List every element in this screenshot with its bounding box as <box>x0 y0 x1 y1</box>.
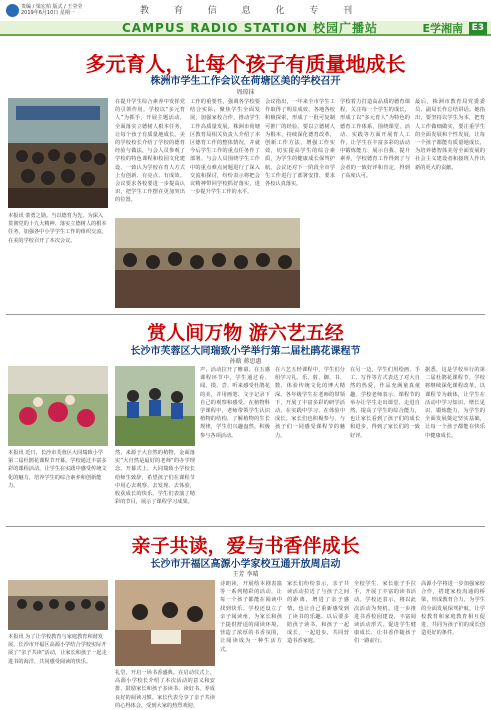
article1-col-2: 工作的重要性，强调各学校要结合实际，聚焦学生全面发展，加强家校合作，推动学生工作高质量发展。株洲市荷塘区教育局相关负责人介绍了本区德育工作的整体情况，并就今后学生工作的重点任务作了部署。与会人员围绕学生工作中的重点难点问题进行了深入交流和探讨，纷纷表示将把会议精神带回学校抓好落实，进一步提升学生工作的水平。 <box>190 99 260 196</box>
article2-title: 赏人间万物 游六艺五经 <box>147 322 344 344</box>
article1-intro: 本报讯 蒙勇之勋。当以德育为先、为深入贯彻党的十九大精神、落实立德树人的根本任务，加强各中小学学生工作的组织交流，在美的学校召开了本次会议。 <box>8 213 107 244</box>
article2-col-1: 然，来源于大自然的植物，金面落实“大自然是最好的老师”的办学理念。开幕式上，大同瑞致小学校长给师生致辞，希望孩子们在课程节中用心去观察、去发现、去体验，收获成长的快乐。学生们表演了精彩的节目，展示了课程学习成果。 <box>115 450 195 506</box>
article1-photo-2 <box>115 218 300 308</box>
article2-intro: 本报讯 近日，长沙市芙蓉区大同瑞致小学第二届杜鹃花课程节开幕。学校通过丰富多彩的课程活动，让学生在实践中感受传统文化的魅力，培养学生的综合素养和创新能力。 <box>8 450 107 489</box>
article3-subtitle: 长沙市开福区高源小学家校互通开放周启动 <box>150 559 341 570</box>
date-line: 2019年6月10日 星期一 <box>21 10 75 16</box>
article3-col-2: 诗朗读，开展绘本剧表演等一系列精彩的活动，让每一个孩子都能在阅读中找到快乐。学校还设立了亲子阅读角，为家长和孩子提供舒适的阅读环境，营造了浓厚的书香氛围，让阅读成为一种生活方式。 <box>220 581 282 653</box>
article3-photo-2 <box>115 580 215 666</box>
article3-col-1: 礼堂，开启一场书香盛典。在启动仪式上，高源小学校长介绍了本次活动的意义和安排，鼓励家长和孩子多读书、读好书，养成良好的阅读习惯。家长代表分享了亲子共读的心得体会，受到大家的热烈欢迎。 <box>115 670 215 709</box>
header-info <box>6 2 101 18</box>
article3-col-3: 家长们纷纷表示，亲子共读活动拉近了与孩子之间的距离，增进了亲子感情，也让自己重新感受到了读书的乐趣。以后要多陪孩子读书，和孩子一起成长，一起进步，共同营造书香家庭。 <box>287 581 349 645</box>
article1-col-4: 学校着力打造高品质的德育课程，关注每一个学生的成长，形成了以“多元育人”为特色的德育工作体系，围绕课堂、活动、实践等方面开展育人工作，让学生在丰富多彩的活动中锻炼能力、展示自我、提升素养，学校德育工作得到了与会者的一致好评和肯定，得到了高度认可。 <box>340 99 410 179</box>
article3-col-5: 高源小学将进一步加强家校合作，搭建家校沟通的桥梁，形成教育合力，为学生的全面发展保驾护航，让学校教育和家庭教育相互促进，共同为孩子们的成长创造更好的条件。 <box>421 581 485 637</box>
article2-photo-2 <box>115 366 195 446</box>
section-divider-1 <box>6 314 485 315</box>
article3-photo-1 <box>8 580 108 630</box>
section-divider-2 <box>6 526 485 527</box>
header-slogan: 教 育 信 息 化 专 刊 <box>140 6 364 16</box>
edition-name: E学湘南 <box>422 22 463 35</box>
article1-byline: 周琼抹 <box>236 89 255 96</box>
page-number: E3 <box>469 22 487 35</box>
article3-intro: 本报讯 为了让学校教育与家庭教育和谐发展，长沙市开福区高源小学结合学校实际开展了“亲子共读”活动，让家长和孩子一起走进书的海洋，共同感受阅读的快乐。 <box>8 634 107 665</box>
article2-col-4: 在另一边，学生们用绘画、手工、写作等方式表达了对大自然的热爱，作品充满童真童趣。学校老师表示，课程节的举办让学生走出课堂、走进自然，提高了学生的综合能力，也让家长看到了孩子们的成长和进步，得到了家长们的一致好评。 <box>350 367 420 439</box>
page-header <box>0 0 491 36</box>
article1-title: 多元育人，让每个孩子有质量地成长 <box>85 52 406 76</box>
newspaper-logo-icon <box>6 4 19 17</box>
article3-title: 亲子共读，爱与书香伴成长 <box>131 535 360 557</box>
article1-subtitle: 株洲市学生工作会议在荷塘区美的学校召开 <box>150 76 341 87</box>
article2-col-5: 据悉，这是学校举行的第二届杜鹃花课程节。学校将继续深化课程改革，以课程节为载体，让学生在活动中学习知识、增长见识、锻炼能力，为学生的全面发展奠定坚实基础，让每一个孩子都能在快乐中健康成长。 <box>425 367 485 439</box>
article2-col-3: 在六艺五经课程中，学生们分组学习礼、乐、射、御、书、数，体验传统文化的博大精深。各年级学生在老师的带领下，开展了丰富多彩的研学活动，在实践中学习、在体验中成长。家长们也积极参与，与孩子们一同感受课程节的魅力。 <box>275 367 345 439</box>
masthead-bar <box>0 21 491 36</box>
article3-col-4: 全校学生、家长旅子手拉手，开展了丰富的读书活动。学校还表示，将以此次活动为契机，进一步推进书香校园建设，丰富阅读活动形式，促进学生健康成长，让书香伴随孩子们一路前行。 <box>354 581 416 645</box>
masthead-title: CAMPUS RADIO STATION 校园广播站 <box>122 21 379 35</box>
article2-subtitle: 长沙市芙蓉区大同瑞致小学举行第二届杜鹃花课程节 <box>130 346 361 357</box>
article3-byline: 王芳 李晴 <box>232 571 259 578</box>
article2-byline: 孙晗 蒋思惠 <box>229 358 262 365</box>
article2-photo-1 <box>8 366 108 446</box>
article1-col-3: 会议指出，一年来全市学生工作取得了明显成效，各地各校积极探索，形成了一批可复制可推广的经验。要以立德树人为根本，持续深化德育改革，创新工作方法，增强工作实效，切实提高学生的综合素质，为学生的健康成长保驾护航。会议还对下一阶段全市学生工作进行了部署安排，要求各校认真落实。 <box>265 99 335 188</box>
editor-line: 贵编 / 梁宏柏 版式 / 王莹莹 <box>21 4 83 10</box>
article1-col-1: 在提升学生综合素养中发挥党的引领作用。学校以“多元育人”为抓手，开展主题活动，全面落实立德树人根本任务，让每个孩子有质量地成长。美的学校校长介绍了学校的德育经验与做法，与会人员参观了学校的特色课程和校园文化建设，一致认为学校在育人方式上有创新、有亮点、有成效。会议要求各校要进一步提高认识，把学生工作摆在更加突出的位置。 <box>115 99 185 204</box>
article1-col-5: 最后，株洲市教育局党委委员、副局长作总结讲话。她指出，要坚持以学生为本，把育人工作做细做实，要注重学生的全面发展和个性发展，让每一个孩子都能有质量地成长，为培养德智体美劳全面发展的社会主义建设者和接班人作出新的更大的贡献。 <box>415 99 485 171</box>
article2-col-2: 声，活动拉开了帷幕。在五感课程环节中，学生通过看、闻、摸、尝、听来感受杜鹃花的美，并用画笔、文字记录下自己的观察和感受。在植物科学课程中，老师带领学生认识植物的结构，了解植物的生长规律，学生们兴趣盎然，积极参与各项活动。 <box>200 367 270 439</box>
article1-photo <box>8 98 108 208</box>
